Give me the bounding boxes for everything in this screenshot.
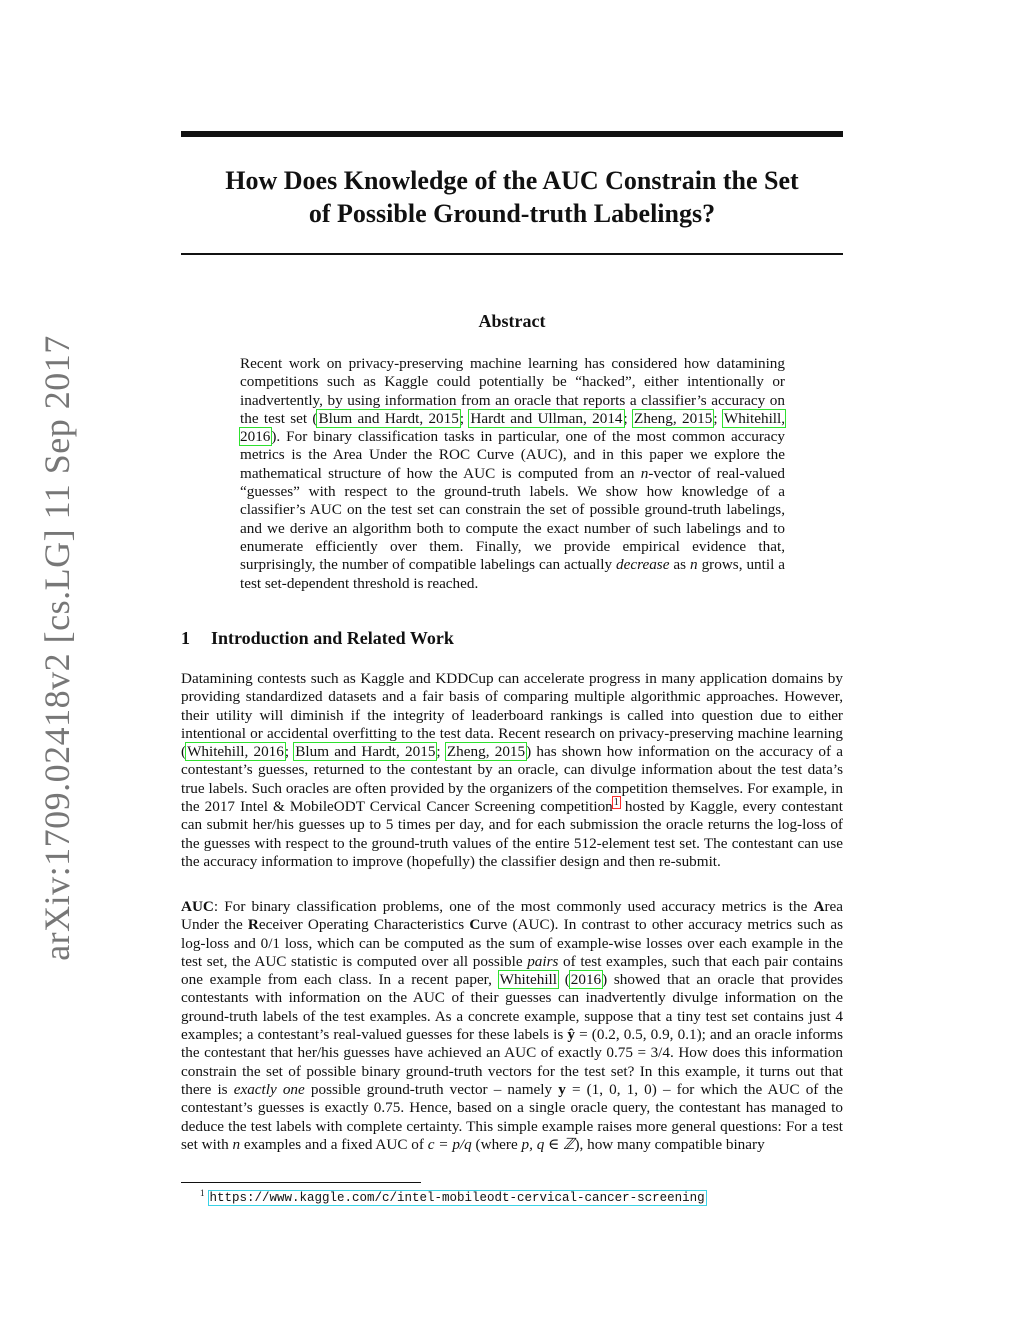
title-line-1: How Does Knowledge of the AUC Constrain the Set — [225, 166, 799, 195]
section-number: 1 — [181, 628, 190, 648]
title-rule-top — [181, 131, 843, 137]
footnote-link[interactable]: 1 — [613, 797, 619, 809]
title-line-2: of Possible Ground-truth Labelings? — [308, 199, 716, 228]
citation-link[interactable]: Whitehill, 2016 — [187, 743, 284, 761]
paper-title — [181, 164, 843, 230]
intro-paragraph-2: AUC: For binary classification problems, one of the most commonly used accuracy metrics is the Area Under the Receiver Operating Characteristics Curve (AUC). In contrast to other accuracy metrics such as log-loss and 0/1 loss, which can be computed as the sum of example-wise losses over each example in the test set, the AUC statistic is computed over all possible pairs of test examples, such that each pair contains one example from each class. In a recent paper, Whitehill (2016) showed that an oracle that provides contestants with information on the AUC of their guesses can inadvertently divulge information on the ground-truth labels of the test examples. As a concrete example, suppose that a tiny test set contains just 4 examples; a contestant’s real-valued guesses for these labels is ŷ = (0.2, 0.5, 0.9, 0.1); and an oracle informs the contestant that her/his guesses have achieved an AUC of exactly 0.75 = 3/4. How does this information constrain the set of possible binary ground-truth vectors for the test set? In this example, it turns out that there is exactly one possible ground-truth vector – namely y = (1, 0, 1, 0) – for which the AUC of the contestant’s guesses is exactly 0.75. Hence, based on a single oracle query, the contestant has managed to deduce the test labels with complete certainty. This simple example raises more general questions: For a test set with n examples and a fixed AUC of c = p/q (where p, q ∈ ℤ), how many compatible binary — [181, 898, 844, 1153]
footnote — [200, 1188, 706, 1205]
citation-link[interactable]: Blum and Hardt, 2015 — [295, 743, 436, 761]
footnote-rule — [181, 1182, 421, 1183]
abstract-text: Recent work on privacy-preserving machine learning has considered how datamining competitions such as Kaggle could potentially be “hacked”, either intentionally or inadvertently, by using information from an oracle that reports a classifier’s accuracy on the test set (Blum and Hardt, 2015; Hardt and Ullman, 2014; Zheng, 2015; Whitehill, 2016). For binary classification tasks in particular, one of the most common accuracy metrics is the Area Under the ROC Curve (AUC), and in this paper we explore the mathematical structure of how the AUC is computed from an n-vector of real-valued “guesses” with respect to the ground-truth labels. We show how knowledge of a classifier’s AUC on the test set can constrain the set of possible ground-truth labelings, and we derive an algorithm both to compute the exact number of such labelings and to enumerate efficiently over them. Finally, we provide empirical evidence that, surprisingly, the number of compatible labelings can actually decrease as n grows, until a test set-dependent threshold is reached. — [240, 355, 786, 592]
footnote-mark: 1 — [200, 1188, 205, 1198]
footnote-url-link[interactable]: https://www.kaggle.com/c/intel-mobileodt-cervical-cancer-screening — [209, 1191, 705, 1206]
citation-link[interactable]: Zheng, 2015 — [634, 409, 713, 427]
citation-link[interactable]: Zheng, 2015 — [446, 743, 526, 761]
section-title: Introduction and Related Work — [211, 628, 454, 648]
abstract-heading: Abstract — [478, 311, 546, 331]
intro-paragraph-1: Datamining contests such as Kaggle and KDDCup can accelerate progress in many application domains by providing standardized datasets and a fair basis of comparing multiple algorithmic approaches. However, their utility will diminish if the integrity of leaderboard rankings is called into question due to either intentional or accidental overfitting to the test data. Recent research on privacy-preserving machine learning (Whitehill, 2016; Blum and Hardt, 2015; Zheng, 2015) has shown how information on the accuracy of a contestant’s guesses, returned to the contestant by an oracle, can divulge information about the test data’s true labels. Such oracles are often provided by the organizers of the competition themselves. For example, in the 2017 Intel & MobileODT Cervical Cancer Screening competition$^1$ hosted by Kaggle, every contestant can submit her/his guesses up to 5 times per day, and for each submission the oracle returns the log-loss of the guesses with respect to the ground-truth values of the entire 512-element test set. The contestant can use the accuracy information to improve (hopefully) the classifier design and then re-submit. — [181, 670, 844, 870]
citation-link[interactable]: Whitehill — [499, 971, 557, 989]
emphasis: decrease — [616, 556, 670, 574]
arxiv-stamp: arXiv:1709.02418v2 [cs.LG] 11 Sep 2017 — [37, 335, 77, 961]
citation-link[interactable]: Hardt and Ullman, 2014 — [470, 409, 623, 427]
title-rule-bottom — [181, 253, 843, 255]
citation-link[interactable]: Whitehill, 2016 — [240, 409, 786, 446]
citation-link[interactable]: Blum and Hardt, 2015 — [318, 409, 459, 427]
section-heading — [181, 628, 454, 649]
citation-link[interactable]: 2016 — [570, 971, 602, 989]
